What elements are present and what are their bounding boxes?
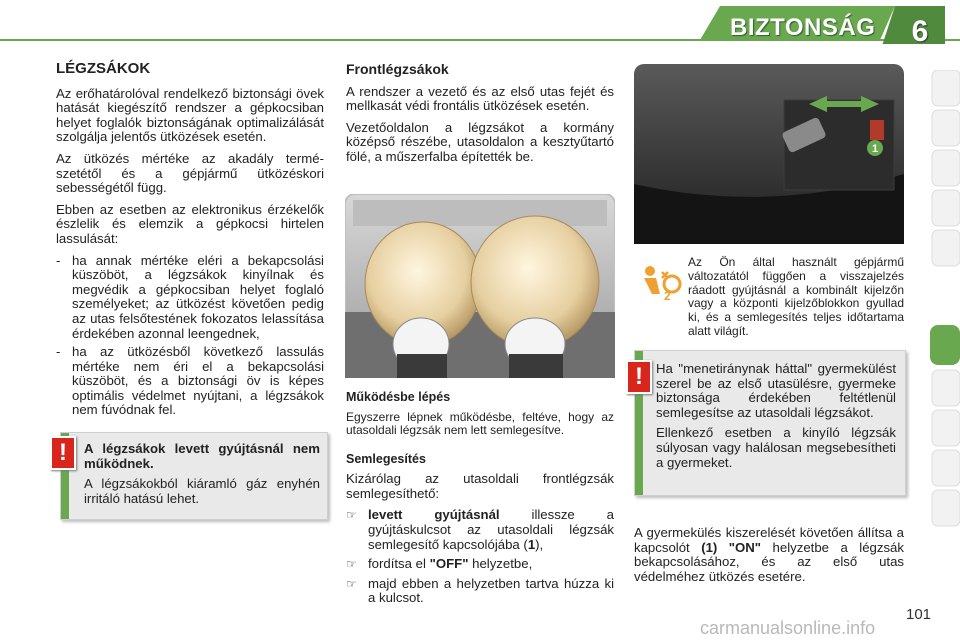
- deploy-conditions-list: [56, 254, 324, 419]
- heading-front-airbags: Frontlégzsákok: [346, 61, 449, 77]
- watermark: carmanualsonline.info: [700, 618, 876, 638]
- heading-airbags: LÉGZSÁKOK: [56, 60, 151, 77]
- side-tabs: [930, 70, 960, 630]
- reactivation-text: A gyermekülés kiszerelését követően állítsa a kapcsolót (1) "ON" helyzetbe a légzsák bekapcsolásához, és az első utas védelméhez ütközés esetére.: [634, 525, 904, 584]
- collision-paragraph: Az ütközés mértéke az akadály termé-szetétől és a gépjármű ütközéskori sebességétől függ.: [56, 150, 324, 196]
- svg-text:2: 2: [664, 289, 671, 302]
- list-item: - ha annak mértéke eléri a bekapcsolási küszöböt, a légzsákok kinyílnak és megvédik a gépkocsiban helyet foglaló személyeket; az ütközést követően pedig az utas felsőtestének fokozatos lelassítása érdekében azonnal leengednek,: [56, 252, 324, 341]
- airbag-deployment-illustration: [345, 194, 615, 378]
- warning-child-seat-p1: Ha "menetiránynak háttal" gyermekülést szerel be az első utasülésre, gyermeke biztonsága érdekében feltétlenül semlegesítse az utasoldali légzsákot.: [656, 361, 896, 420]
- list-item: ☞ levett gyújtásnál illessze a gyújtáskulcsot az utasoldali légzsák semlegesítő kapcsolójába (1),: [346, 507, 614, 552]
- sensor-paragraph: Ebben az esetben az elektronikus érzékelők észlelik és elemzik a gépkocsi hirtelen lassulását:: [56, 201, 324, 246]
- photo-callout-1: 1: [871, 143, 879, 155]
- front-airbags-paragraph: A rendszer a vezető és az első utas fejét és mellkasát védi frontális ütközések esetén.: [346, 83, 614, 114]
- warning-gas-text: A légzsákokból kiáramló gáz enyhén irritáló hatású lehet.: [84, 476, 320, 506]
- intro-paragraph: Az erőhatárolóval rendelkező biztonsági övek hatását kiegészítő rendszer a gépkocsiban helyet foglalók biztonságának optimalizálását szolgálja jelentős ütközések esetén.: [56, 85, 324, 145]
- airbag-off-indicator-icon: [640, 262, 682, 302]
- neutralization-steps: [346, 508, 614, 606]
- page-number: 101: [906, 606, 932, 623]
- warning-ignition-text: [84, 442, 320, 512]
- section-title: BIZTONSÁG: [730, 14, 876, 41]
- heading-neutralization: Semlegesítés: [346, 451, 426, 466]
- list-item: ☞ fordítsa el "OFF" helyzetbe,: [346, 556, 533, 572]
- warning-child-seat-p2: Ellenkező esetben a kinyíló légzsák súlyosan vagy halálosan megsebesítheti a gyermeket.: [656, 425, 896, 470]
- warning-child-seat-text: [656, 362, 896, 476]
- warning-icon: !: [50, 436, 76, 470]
- middle-column-top: [346, 62, 614, 172]
- warning-ignition-title: A légzsákok levett gyújtásnál nem működnek.: [84, 441, 320, 471]
- heading-activation: Működésbe lépés: [346, 390, 451, 404]
- location-paragraph: Vezetőoldalon a légzsákot a kormány középső részébe, utasoldalon a kesztyűtartó fölé, a műszerfalba építették be.: [346, 119, 614, 164]
- list-item: - ha az ütközésből következő lassulás mértéke nem éri el a bekapcsolási küszöböt, és a biztonsági öv is képes optimális védelmet nyújtani, a légzsákok nem fúvódnak fel.: [56, 344, 324, 418]
- chapter-number: 6: [911, 15, 929, 48]
- list-item: ☞ majd ebben a helyzetben tartva húzza ki a kulcsot.: [346, 575, 614, 606]
- left-column: [56, 62, 324, 422]
- middle-column-bottom: [346, 390, 614, 611]
- warning-icon: !: [626, 360, 652, 394]
- activation-text: Egyszerre lépnek működésbe, feltéve, hogy az utasoldali légzsák nem lett semlegesítve.: [346, 409, 614, 438]
- key-switch-photo: [634, 64, 904, 244]
- neutralization-text: Kizárólag az utasoldali frontlégzsák semlegesíthető:: [346, 471, 614, 501]
- indicator-text: Az Ön által használt gépjármű változatától függően a visszajelzés ráadott gyújtásnál a kombinált kijelzőn vagy a központi kijelzőblokkon gyullad ki, és a semlegesítés teljes időtartama alatt világít.: [688, 255, 904, 338]
